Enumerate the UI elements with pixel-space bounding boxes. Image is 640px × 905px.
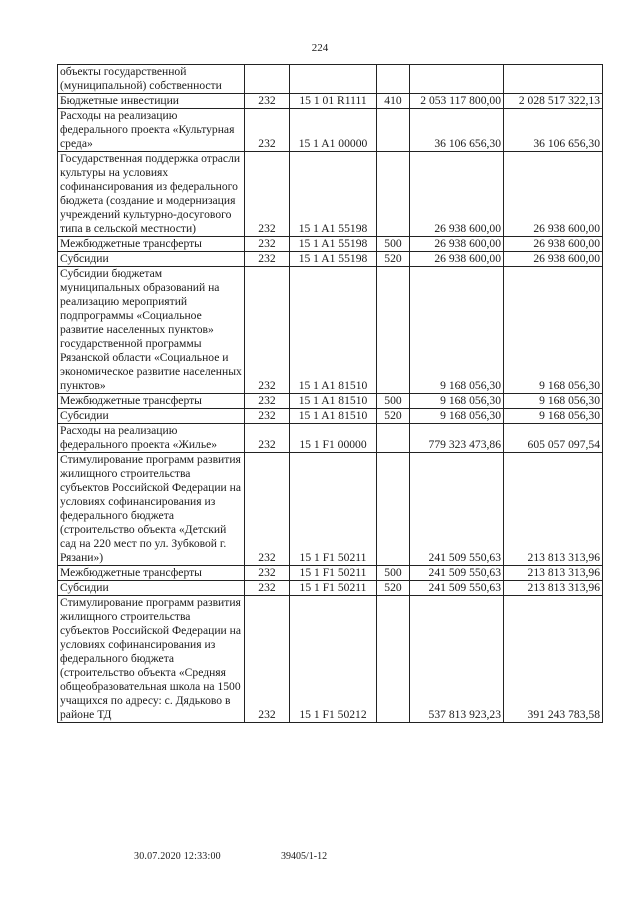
row-amount-year1-cell: 241 509 550,63	[410, 566, 504, 581]
row-ved-code-cell: 232	[245, 394, 290, 409]
row-name-cell: объекты государственной (муниципальной) собственности	[58, 65, 245, 94]
budget-table-body	[58, 65, 603, 723]
row-target-article-cell: 15 1 A1 55198	[290, 252, 377, 267]
row-expense-type-cell	[377, 453, 410, 566]
row-amount-year2-cell: 9 168 056,30	[504, 267, 603, 394]
table-row	[58, 453, 603, 566]
row-amount-year2-cell: 213 813 313,96	[504, 453, 603, 566]
row-ved-code-cell: 232	[245, 566, 290, 581]
table-row	[58, 94, 603, 109]
row-expense-type-cell: 410	[377, 94, 410, 109]
table-row	[58, 237, 603, 252]
row-ved-code-cell: 232	[245, 94, 290, 109]
row-amount-year1-cell: 9 168 056,30	[410, 409, 504, 424]
row-amount-year1-cell: 2 053 117 800,00	[410, 94, 504, 109]
row-ved-code-cell: 232	[245, 409, 290, 424]
row-name-cell: Межбюджетные трансферты	[58, 566, 245, 581]
row-amount-year2-cell	[504, 65, 603, 94]
row-target-article-cell: 15 1 A1 55198	[290, 237, 377, 252]
row-amount-year1-cell	[410, 65, 504, 94]
row-name-cell: Субсидии	[58, 252, 245, 267]
row-amount-year2-cell: 605 057 097,54	[504, 424, 603, 453]
row-expense-type-cell	[377, 424, 410, 453]
row-amount-year1-cell: 36 106 656,30	[410, 109, 504, 152]
row-name-cell: Субсидии	[58, 581, 245, 596]
row-name-cell: Межбюджетные трансферты	[58, 394, 245, 409]
row-amount-year2-cell: 26 938 600,00	[504, 152, 603, 237]
row-amount-year1-cell: 26 938 600,00	[410, 237, 504, 252]
row-expense-type-cell: 520	[377, 252, 410, 267]
row-expense-type-cell	[377, 596, 410, 723]
row-name-cell: Расходы на реализацию федерального проекта «Культурная среда»	[58, 109, 245, 152]
row-amount-year1-cell: 26 938 600,00	[410, 252, 504, 267]
table-row	[58, 596, 603, 723]
row-amount-year2-cell: 391 243 783,58	[504, 596, 603, 723]
row-ved-code-cell: 232	[245, 424, 290, 453]
row-name-cell: Субсидии	[58, 409, 245, 424]
table-row	[58, 65, 603, 94]
row-amount-year1-cell: 9 168 056,30	[410, 267, 504, 394]
row-expense-type-cell	[377, 109, 410, 152]
row-amount-year2-cell: 2 028 517 322,13	[504, 94, 603, 109]
page-number: 224	[311, 42, 329, 54]
row-expense-type-cell: 520	[377, 581, 410, 596]
row-amount-year2-cell: 36 106 656,30	[504, 109, 603, 152]
row-name-cell: Межбюджетные трансферты	[58, 237, 245, 252]
row-name-cell: Стимулирование программ развития жилищного строительства субъектов Российской Федерации на условиях софинансирования из федерального бюджета (строительство объекта «Детский сад на 220 мест по ул. Зубковой г. Рязани»)	[58, 453, 245, 566]
row-ved-code-cell: 232	[245, 453, 290, 566]
table-row	[58, 394, 603, 409]
row-amount-year1-cell: 26 938 600,00	[410, 152, 504, 237]
row-target-article-cell: 15 1 01 R1111	[290, 94, 377, 109]
row-ved-code-cell: 232	[245, 237, 290, 252]
row-amount-year2-cell: 213 813 313,96	[504, 581, 603, 596]
table-row	[58, 109, 603, 152]
row-ved-code-cell: 232	[245, 267, 290, 394]
row-target-article-cell: 15 1 F1 50211	[290, 453, 377, 566]
row-name-cell: Стимулирование программ развития жилищного строительства субъектов Российской Федерации на условиях софинансирования из федерального бюджета (строительство объекта «Средняя общеобразовательная школа на 1500 учащихся по адресу: с. Дядьково в районе ТД	[58, 596, 245, 723]
row-amount-year2-cell: 26 938 600,00	[504, 252, 603, 267]
row-name-cell: Бюджетные инвестиции	[58, 94, 245, 109]
row-ved-code-cell: 232	[245, 109, 290, 152]
row-target-article-cell: 15 1 A1 81510	[290, 394, 377, 409]
row-ved-code-cell	[245, 65, 290, 94]
row-name-cell: Государственная поддержка отрасли культуры на условиях софинансирования из федерального бюджета (создание и модернизация учреждений культурно-досугового типа в сельской местности)	[58, 152, 245, 237]
row-target-article-cell: 15 1 F1 50211	[290, 581, 377, 596]
row-amount-year2-cell: 213 813 313,96	[504, 566, 603, 581]
row-name-cell: Субсидии бюджетам муниципальных образований на реализацию мероприятий подпрограммы «Социальное развитие населенных пунктов» государственной программы Рязанской области «Социальное и экономическое развитие населенных пунктов»	[58, 267, 245, 394]
row-amount-year1-cell: 537 813 923,23	[410, 596, 504, 723]
row-expense-type-cell: 500	[377, 566, 410, 581]
row-target-article-cell	[290, 65, 377, 94]
row-expense-type-cell: 520	[377, 409, 410, 424]
row-expense-type-cell	[377, 152, 410, 237]
row-target-article-cell: 15 1 A1 81510	[290, 409, 377, 424]
row-target-article-cell: 15 1 A1 81510	[290, 267, 377, 394]
table-row	[58, 152, 603, 237]
row-target-article-cell: 15 1 F1 50211	[290, 566, 377, 581]
row-ved-code-cell: 232	[245, 152, 290, 237]
table-row	[58, 267, 603, 394]
row-amount-year2-cell: 26 938 600,00	[504, 237, 603, 252]
row-expense-type-cell	[377, 267, 410, 394]
row-target-article-cell: 15 1 A1 00000	[290, 109, 377, 152]
row-amount-year2-cell: 9 168 056,30	[504, 394, 603, 409]
row-amount-year2-cell: 9 168 056,30	[504, 409, 603, 424]
table-row	[58, 566, 603, 581]
row-expense-type-cell: 500	[377, 237, 410, 252]
table-row	[58, 581, 603, 596]
footer-document-code: 39405/1-12	[281, 851, 328, 862]
row-name-cell: Расходы на реализацию федерального проекта «Жилье»	[58, 424, 245, 453]
table-row	[58, 252, 603, 267]
table-row	[58, 424, 603, 453]
row-ved-code-cell: 232	[245, 596, 290, 723]
footer-timestamp: 30.07.2020 12:33:00	[134, 851, 221, 862]
row-ved-code-cell: 232	[245, 581, 290, 596]
row-ved-code-cell: 232	[245, 252, 290, 267]
row-amount-year1-cell: 779 323 473,86	[410, 424, 504, 453]
table-row	[58, 409, 603, 424]
row-target-article-cell: 15 1 A1 55198	[290, 152, 377, 237]
budget-table	[57, 64, 603, 723]
row-target-article-cell: 15 1 F1 00000	[290, 424, 377, 453]
row-amount-year1-cell: 241 509 550,63	[410, 581, 504, 596]
row-amount-year1-cell: 9 168 056,30	[410, 394, 504, 409]
row-expense-type-cell: 500	[377, 394, 410, 409]
row-amount-year1-cell: 241 509 550,63	[410, 453, 504, 566]
row-expense-type-cell	[377, 65, 410, 94]
row-target-article-cell: 15 1 F1 50212	[290, 596, 377, 723]
